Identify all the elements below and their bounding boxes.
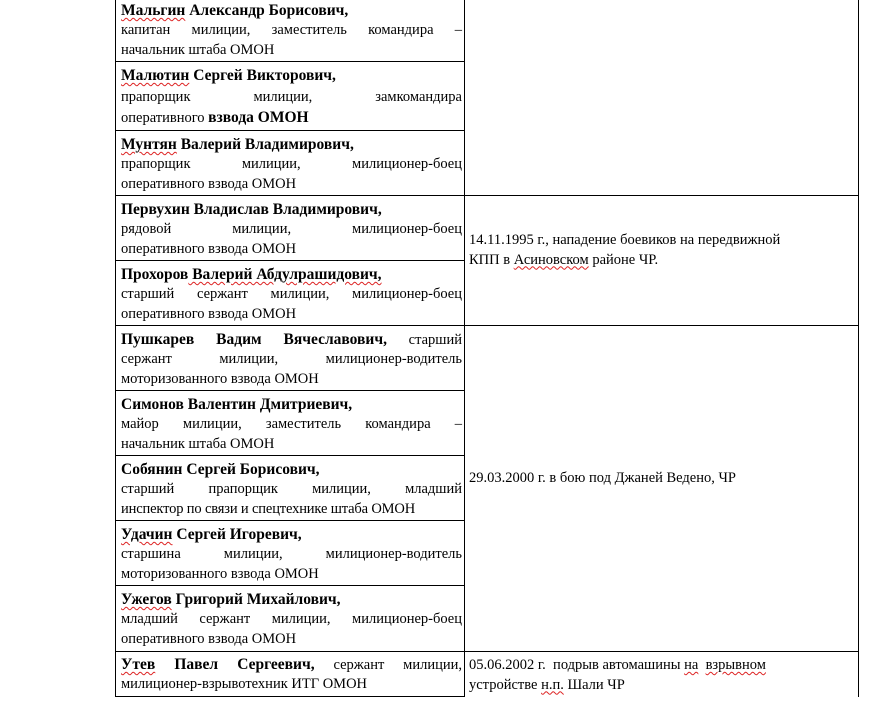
- person-rank-line: начальник штаба ОМОН: [121, 41, 275, 58]
- event-description: 29.03.2000 г. в бою под Джаней Ведено, ЧР: [469, 470, 736, 486]
- table-row: [121, 66, 462, 128]
- person-rank-line: оперативного взвода ОМОН: [121, 240, 297, 257]
- person-name: Мальгин Александр Борисович,: [121, 2, 349, 19]
- person-rank-line: оперативного взвода ОМОН: [121, 305, 297, 322]
- person-rank-line: младший сержант милиции, милиционер-боец: [121, 611, 462, 627]
- event-description: 14.11.1995 г., нападение боевиков на передвижной КПП в Асиновском районе ЧР.: [469, 232, 781, 268]
- event-description: 05.06.2002 г. подрыв автомашины на взрывном устройстве н.п. Шали ЧР: [469, 657, 766, 693]
- table-row: [121, 200, 462, 259]
- person-rank-line: старший прапорщик милиции, младший: [121, 481, 462, 497]
- person-rank-line: моторизованного взвода ОМОН: [121, 565, 319, 582]
- table-row: [121, 525, 462, 584]
- table-row: [121, 590, 462, 649]
- person-name: Собянин Сергей Борисович,: [121, 461, 320, 478]
- person-rank-line: старший сержант милиции, милиционер-боец: [121, 286, 462, 302]
- person-rank-line: оперативного взвода ОМОН: [121, 108, 309, 126]
- person-rank-line: инспектор по связи и спецтехнике штаба ОМОН: [121, 500, 416, 517]
- person-rank-line: милиционер-взрывотехник ИТГ ОМОН: [121, 676, 368, 692]
- person-rank-line: прапорщик милиции, милиционер-боец: [121, 156, 462, 172]
- table-row: [121, 135, 462, 194]
- table-row: [121, 655, 462, 695]
- person-name: Мунтян Валерий Владимирович,: [121, 136, 354, 153]
- person-rank-line: майор милиции, заместитель командира –: [121, 416, 462, 432]
- person-name: Ужегов Григорий Михайлович,: [121, 591, 341, 608]
- table-row: [121, 1, 462, 60]
- person-rank-line: старшина милиции, милиционер-водитель: [121, 546, 462, 562]
- person-name: Малютин Сергей Викторович,: [121, 67, 336, 84]
- table-row: [121, 395, 462, 454]
- person-name: Симонов Валентин Дмитриевич,: [121, 396, 353, 413]
- person-rank-line: рядовой милиции, милиционер-боец: [121, 221, 462, 237]
- table-row: [121, 330, 462, 389]
- person-name: Удачин Сергей Игоревич,: [121, 526, 302, 543]
- person-name: Прохоров Валерий Абдулрашидович,: [121, 266, 382, 283]
- person-rank-line: сержант милиции, милиционер-водитель: [121, 351, 462, 367]
- person-rank-line: капитан милиции, заместитель командира –: [121, 22, 462, 38]
- person-rank-line: оперативного взвода ОМОН: [121, 175, 297, 192]
- person-name: Первухин Владислав Владимирович,: [121, 201, 382, 218]
- table-row: [121, 265, 462, 324]
- person-rank-line: оперативного взвода ОМОН: [121, 630, 297, 647]
- person-name: Пушкарев Вадим Вячеславович, старший: [121, 331, 462, 348]
- person-rank-line: начальник штаба ОМОН: [121, 435, 275, 452]
- table-row: [121, 460, 462, 519]
- person-name: Утев Павел Сергеевич, сержант милиции,: [121, 656, 462, 673]
- person-rank-line: моторизованного взвода ОМОН: [121, 370, 319, 387]
- person-rank-line: прапорщик милиции, замкомандира: [121, 89, 462, 105]
